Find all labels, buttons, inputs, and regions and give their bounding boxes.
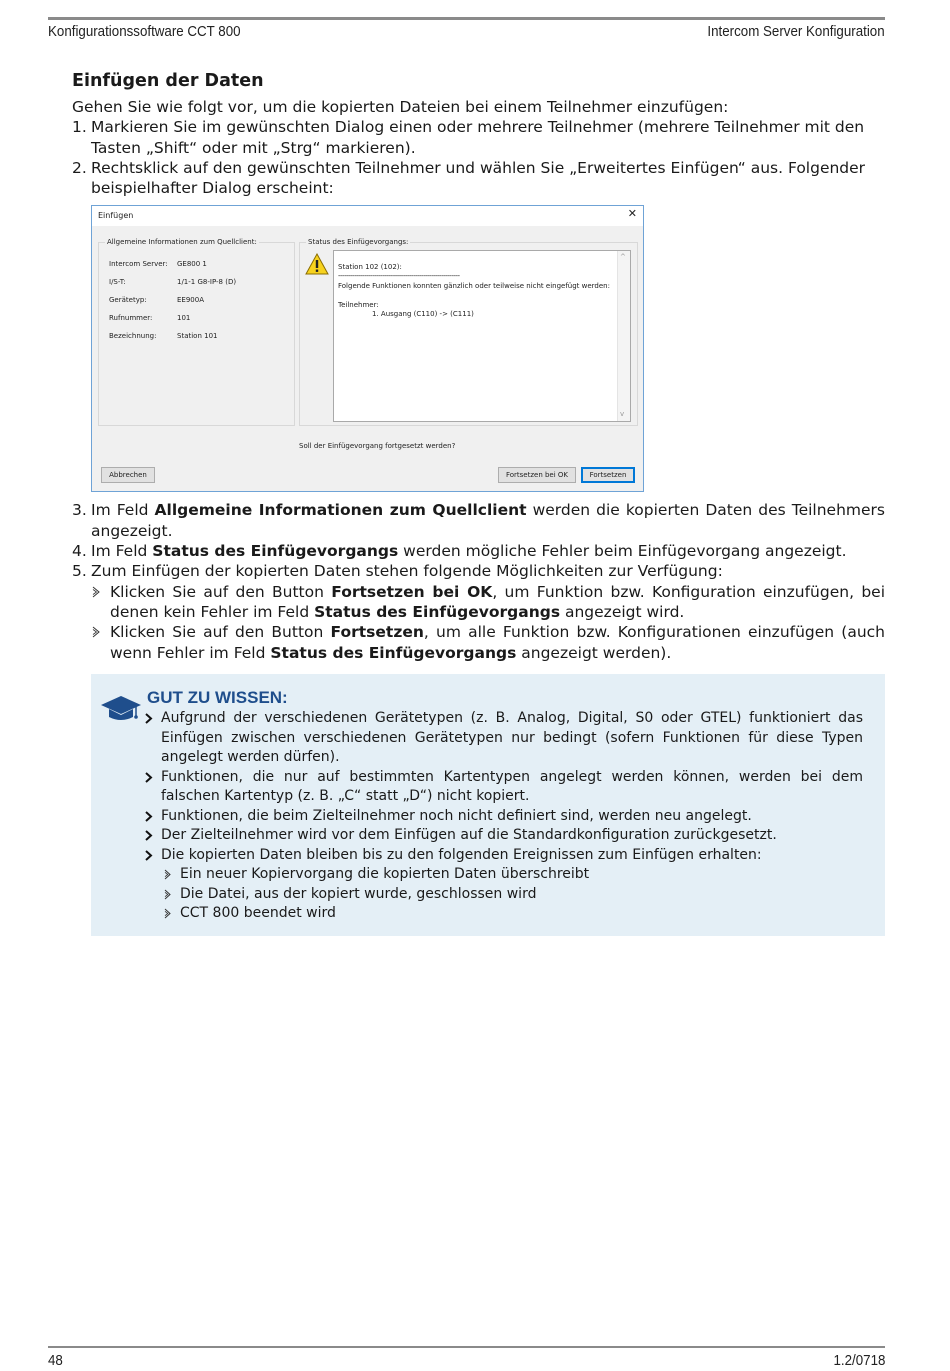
list-item: [143, 846, 863, 866]
insert-dialog: [91, 205, 644, 492]
chevron-right-icon: [144, 830, 153, 841]
page-number: 48: [48, 1353, 63, 1369]
scroll-up-icon[interactable]: ^: [620, 253, 626, 262]
chevron-right-icon: [144, 811, 153, 822]
sub-list-item-text: Die Datei, aus der kopiert wurde, geschlossen wird: [180, 885, 537, 902]
field-name-bold: Status des Einfügevorgangs: [152, 542, 399, 561]
option-text: Klicken Sie auf den Button: [110, 582, 332, 601]
field-label: Intercom Server:: [109, 260, 168, 269]
step-text: Rechtsklick auf den gewünschten Teilnehmer und wählen Sie „Erweitertes Einfügen“ aus. Folgender beispielhafter Dialog erscheint:: [91, 158, 866, 198]
arrow-right-icon: [163, 908, 172, 919]
header-rule: [48, 17, 885, 20]
status-scrollbar[interactable]: [617, 251, 630, 421]
list-item: [143, 768, 863, 807]
list-item-text: Funktionen, die nur auf bestimmten Kartentypen angelegt werden können, werden bei dem falschen Kartentyp (z. B. „C“ statt „D“) nicht kopiert.: [161, 768, 863, 804]
graduation-cap-icon: [100, 692, 142, 724]
step-text: Zum Einfügen der kopierten Daten stehen folgende Möglichkeiten zur Verfügung:: [91, 562, 723, 581]
chevron-right-icon: [144, 713, 153, 724]
good-to-know-box: [91, 674, 885, 936]
dialog-title: Einfügen: [98, 211, 134, 221]
source-info-label: Allgemeine Informationen zum Quellclient:: [107, 238, 257, 247]
step-3: [72, 500, 885, 541]
arrow-right-icon: [91, 586, 101, 598]
list-item: [143, 826, 863, 846]
field-value: EE900A: [177, 296, 204, 305]
option-continue-if-ok: [72, 582, 885, 623]
step-text: Markieren Sie im gewünschten Dialog einen oder mehrere Teilnehmer (mehrere Teilnehmer mit den Tasten „Shift“ oder mit „Strg“ markieren).: [91, 118, 865, 157]
sub-list-item-text: Ein neuer Kopiervorgang die kopierten Daten überschreibt: [180, 866, 590, 882]
sub-list-item-text: CCT 800 beendet wird: [180, 905, 336, 921]
field-label: Bezeichnung:: [109, 332, 157, 341]
field-label: Rufnummer:: [109, 314, 153, 323]
list-item-text: Der Zielteilnehmer wird vor dem Einfügen auf die Standardkonfiguration zurückgesetzt.: [161, 827, 777, 843]
chevron-right-icon: [144, 850, 153, 861]
step-number: 3.: [72, 501, 87, 520]
sub-list-item: [143, 865, 863, 885]
status-line: Station 102 (102):: [338, 263, 402, 272]
step-number: 4.: [72, 542, 87, 561]
intro-text: Gehen Sie wie folgt vor, um die kopierten Dateien bei einem Teilnehmer einzufügen:: [72, 98, 729, 116]
header-title-right: Intercom Server Konfiguration: [707, 24, 885, 40]
footer-rule: [48, 1346, 885, 1348]
chevron-right-icon: [144, 772, 153, 783]
step-text: werden mögliche Fehler beim Einfügevorgang angezeigt.: [398, 542, 847, 561]
status-line: 1. Ausgang (C110) -> (C111): [372, 310, 474, 319]
header-title-left: Konfigurationssoftware CCT 800: [48, 24, 241, 40]
option-text: Klicken Sie auf den Button: [110, 623, 331, 642]
step-text: Im Feld: [91, 542, 153, 561]
step-4: [72, 541, 885, 561]
continue-if-ok-button[interactable]: Fortsetzen bei OK: [498, 467, 576, 483]
status-line: Folgende Funktionen konnten gänzlich oder teilweise nicht eingefügt werden:: [338, 282, 610, 291]
status-text-area[interactable]: [333, 250, 631, 422]
field-name-bold: Status des Einfügevorgangs: [314, 602, 561, 621]
list-item: [143, 807, 863, 827]
field-value: 101: [177, 314, 191, 323]
document-version: 1.2/0718: [833, 1353, 885, 1369]
main-content: [72, 70, 885, 663]
step-text: Im Feld: [91, 501, 155, 520]
dialog-titlebar: [92, 206, 643, 226]
field-value: Station 101: [177, 332, 218, 341]
field-name-bold: Allgemeine Informationen zum Quellclient: [154, 501, 527, 520]
good-to-know-title: GUT ZU WISSEN:: [147, 688, 288, 707]
status-label: Status des Einfügevorgangs:: [308, 238, 409, 247]
step-number: 5.: [72, 562, 87, 581]
option-text: , um alle Funktion bzw. Konfigurationen einzufügen (auch wenn Fehler im Feld: [110, 623, 886, 662]
field-value: 1/1-1 G8-IP-8 (D): [177, 278, 237, 287]
continue-question: Soll der Einfügevorgang fortgesetzt werden?: [299, 442, 456, 451]
arrow-right-icon: [163, 889, 172, 900]
option-text: angezeigt wird.: [560, 602, 685, 621]
arrow-right-icon: [91, 626, 101, 638]
step-text: werden die kopierten Daten des Teilnehmers angezeigt.: [91, 501, 885, 540]
list-item-text: Aufgrund der verschiedenen Gerätetypen (z. B. Analog, Digital, S0 oder GTEL) funktioniert das Einfügen zwischen verschiedenen Gerätetypen nur bedingt (sofern Funktionen für diese Typen angelegt werden dürfen).: [161, 710, 863, 765]
continue-button[interactable]: Fortsetzen: [581, 467, 635, 483]
source-info-group: [98, 238, 295, 426]
status-separator: ------------------------------------------------------------: [338, 272, 460, 281]
step-number: 2.: [72, 158, 87, 177]
option-continue: [72, 622, 885, 663]
step-number: 1.: [72, 118, 87, 137]
arrow-right-icon: [163, 869, 172, 880]
scroll-down-icon[interactable]: v: [620, 409, 625, 418]
sub-list-item: [143, 904, 863, 924]
field-value: GE800 1: [177, 260, 207, 269]
field-label: Gerätetyp:: [109, 296, 147, 305]
field-name-bold: Status des Einfügevorgangs: [270, 643, 517, 662]
section-heading: Einfügen der Daten: [72, 71, 264, 91]
step-1: [72, 117, 885, 158]
step-2: [72, 158, 885, 199]
list-item-text: Die kopierten Daten bleiben bis zu den folgenden Ereignissen zum Einfügen erhalten:: [161, 846, 762, 863]
close-icon[interactable]: ✕: [627, 207, 637, 221]
cancel-button[interactable]: Abbrechen: [101, 467, 155, 483]
step-5: [72, 561, 885, 581]
list-item-text: Funktionen, die beim Zielteilnehmer noch nicht definiert sind, werden neu angelegt.: [161, 807, 752, 824]
button-name-bold: Fortsetzen: [330, 623, 424, 642]
good-to-know-list: [143, 709, 863, 924]
button-name-bold: Fortsetzen bei OK: [331, 582, 493, 601]
option-text: , um Funktion bzw. Konfiguration einzufügen, bei denen kein Fehler im Feld: [110, 582, 885, 621]
warning-icon: [305, 253, 329, 275]
option-text: angezeigt werden).: [516, 643, 672, 662]
list-item: [143, 709, 863, 768]
status-line: Teilnehmer:: [338, 301, 379, 310]
sub-list-item: [143, 885, 863, 905]
field-label: I/S-T:: [109, 278, 126, 287]
